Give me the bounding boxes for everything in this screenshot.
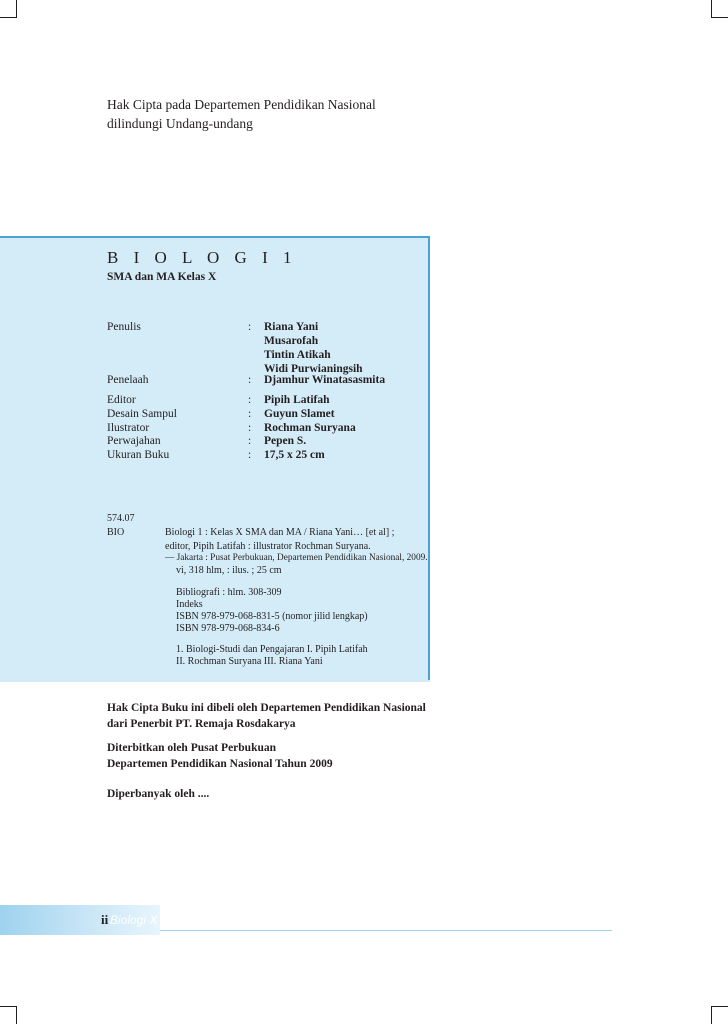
footer-rule: [160, 930, 612, 931]
credit-colon: :: [248, 449, 252, 461]
author-name: Musarofah: [264, 335, 319, 347]
credit-value: Guyun Slamet: [264, 408, 335, 420]
catalog-code: BIO: [107, 527, 125, 538]
catalog-line: 1. Biologi-Studi dan Pengajaran I. Pipih Latifah: [176, 644, 368, 655]
credit-label: Editor: [107, 394, 136, 406]
credit-label: Ukuran Buku: [107, 449, 170, 461]
catalog-class-number: 574.07: [107, 513, 135, 524]
credit-label: Penelaah: [107, 374, 149, 386]
page-number: ii: [101, 912, 109, 927]
panel-right-rule: [428, 236, 430, 680]
catalog-line: Indeks: [176, 599, 203, 610]
credit-label: Penulis: [107, 321, 141, 333]
copyright-line-2: dilindungi Undang-undang: [107, 116, 253, 131]
crop-mark-top-right-h: [711, 17, 728, 18]
rights-line-1: Hak Cipta Buku ini dibeli oleh Departemen Pendidikan Nasional: [107, 702, 426, 714]
catalog-line: editor, Pipih Latifah : illustrator Rochman Suryana.: [165, 541, 371, 552]
crop-mark-bottom-right-h: [711, 1006, 728, 1007]
credit-value: 17,5 x 25 cm: [264, 449, 325, 461]
credit-row-editor: [107, 393, 427, 407]
author-name: Riana Yani: [264, 321, 319, 333]
catalog-line: II. Rochman Suryana III. Riana Yani: [176, 656, 323, 667]
credit-colon: :: [248, 394, 252, 406]
crop-mark-bottom-right-v: [711, 1006, 712, 1024]
credit-label: Ilustrator: [107, 422, 150, 434]
catalog-line: vi, 318 hlm, : ilus. ; 25 cm: [176, 565, 282, 576]
catalog-line: ISBN 978-979-068-834-6: [176, 623, 280, 634]
credit-row-size: [107, 448, 427, 462]
issued-line-1: Diterbitkan oleh Pusat Perbukuan: [107, 742, 277, 754]
credit-row-authors: [107, 320, 427, 378]
book-title: B I O L O G I 1: [107, 248, 297, 267]
catalog-line: Bibliografi : hlm. 308-309: [176, 587, 282, 598]
author-name: Widi Purwianingsih: [264, 363, 363, 375]
crop-mark-top-left-h: [0, 17, 17, 18]
crop-mark-top-left-v: [16, 0, 17, 18]
credit-value: Djamhur Winatasasmita: [264, 374, 386, 386]
credit-value: Rochman Suryana: [264, 422, 356, 434]
credit-colon: :: [248, 435, 252, 447]
credit-row-illustrator: [107, 421, 427, 435]
credit-colon: :: [248, 321, 252, 333]
credit-value: Pipih Latifah: [264, 394, 330, 406]
credit-label: Desain Sampul: [107, 408, 177, 420]
crop-mark-bottom-left-v: [16, 1006, 17, 1024]
book-subtitle: SMA dan MA Kelas X: [107, 271, 217, 283]
crop-mark-bottom-left-h: [0, 1006, 17, 1007]
credit-row-layout: [107, 434, 427, 448]
issued-line-2: Departemen Pendidikan Nasional Tahun 2009: [107, 758, 333, 770]
credit-row-cover: [107, 407, 427, 421]
credit-label: Perwajahan: [107, 435, 161, 447]
credit-colon: :: [248, 422, 252, 434]
catalog-line: ISBN 978-979-068-831-5 (nomor jilid lengkap): [176, 611, 368, 622]
author-name: Tintin Atikah: [264, 349, 331, 361]
catalog-line: Biologi 1 : Kelas X SMA dan MA / Riana Yani… [et al] ;: [165, 527, 395, 538]
credit-value: Pepen S.: [264, 435, 307, 447]
credit-row-reviewer: [107, 373, 427, 387]
copyright-notice: [107, 95, 376, 133]
reproduced-line: Diperbanyak oleh ....: [107, 788, 210, 800]
running-head: Biologi X: [110, 913, 158, 927]
rights-line-2: dari Penerbit PT. Remaja Rosdakarya: [107, 718, 296, 730]
credit-colon: :: [248, 374, 252, 386]
credit-colon: :: [248, 408, 252, 420]
catalog-line: — Jakarta : Pusat Perbukuan, Departemen Pendidikan Nasional, 2009.: [165, 553, 428, 563]
crop-mark-top-right-v: [711, 0, 712, 18]
copyright-line-1: Hak Cipta pada Departemen Pendidikan Nasional: [107, 97, 376, 112]
